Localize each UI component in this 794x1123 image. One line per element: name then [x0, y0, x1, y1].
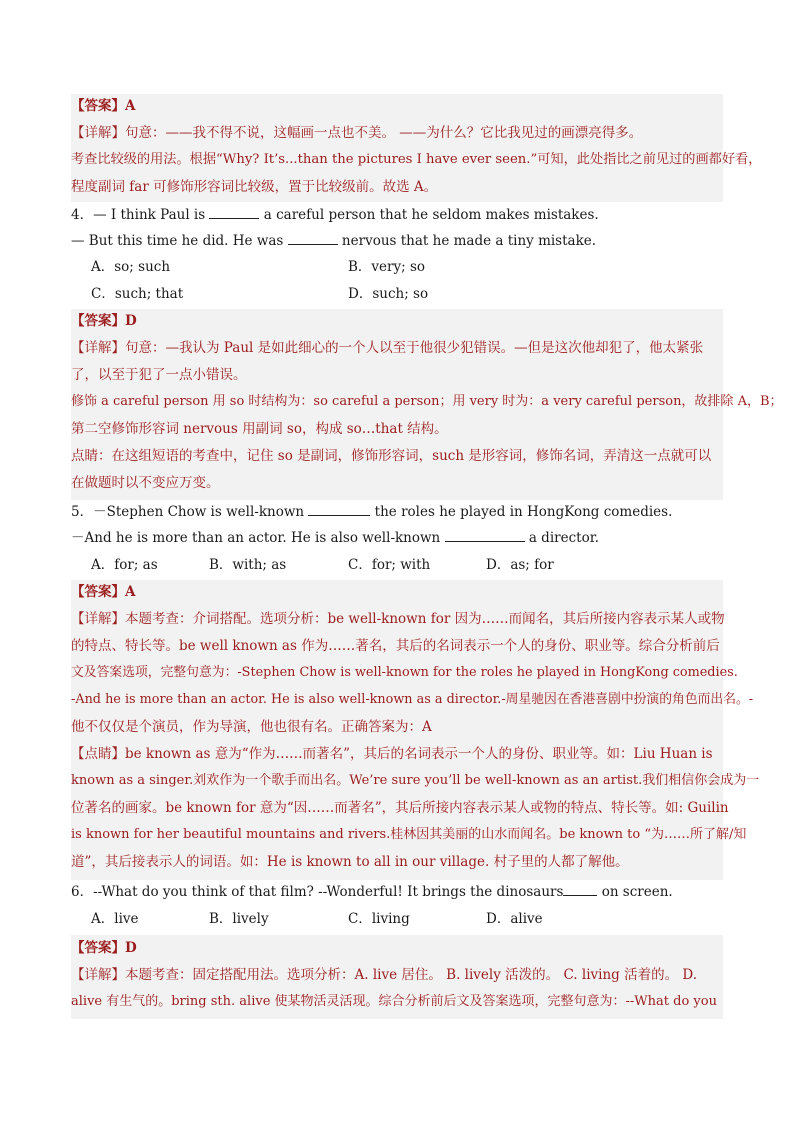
explanation-block-q4: [71, 309, 783, 500]
option-b: B．very; so: [348, 259, 426, 275]
detail-line: is known for her beautiful mountains and rivers.桂林因其美丽的山水而闻名。be known to “为……所了解/知: [71, 827, 747, 842]
detail-line: 他不仅仅是个演员，作为导演，他也很有名。正确答案为：A: [71, 719, 432, 735]
option-b: B．lively: [209, 911, 269, 927]
option-c: C．for; with: [348, 557, 431, 573]
answer-label: 【答案】D: [71, 313, 137, 329]
detail-line: 【详解】本题考查：介词搭配。选项分析：be well-known for 因为……而闻名，其后所接内容表示某人或物: [71, 611, 725, 627]
question-6: [71, 880, 723, 935]
blank-line: [445, 529, 525, 542]
option-d: D．alive: [486, 911, 543, 927]
answer-label: 【答案】A: [71, 584, 136, 600]
option-b: B．with; as: [209, 557, 287, 573]
detail-line: 道”，其后接表示人的词语。如：He is known to all in our village. 村子里的人都了解他。: [71, 854, 629, 870]
detail-line: 【点睛】be known as 意为“作为……而著名”，其后的名词表示一个人的身份、职业等。如：Liu Huan is: [71, 746, 713, 762]
detail-line: 的特点、特长等。be well known as 作为……著名，其后的名词表示一个人的身份、职业等。综合分析前后: [71, 638, 720, 654]
question-line: — But this time he did. He was nervous that he made a tiny mistake.: [71, 233, 597, 249]
option-c: C．such; that: [91, 286, 184, 302]
blank-line: [563, 883, 597, 896]
blank-line: [288, 232, 338, 245]
blank-line: [308, 503, 370, 516]
detail-line: 了，以至于犯了一点小错误。: [71, 367, 247, 383]
detail-line: 程度副词 far 可修饰形容词比较级，置于比较级前。故选 A。: [71, 179, 438, 195]
explanation-block-q3: [71, 94, 762, 202]
answer-label: 【答案】D: [71, 940, 137, 956]
question-line: 4．— I think Paul is a careful person that he seldom makes mistakes.: [71, 207, 599, 223]
detail-line: 修饰 a careful person 用 so 时结构为：so careful a person；用 very 时为：a very careful person，故排除 A，B；: [71, 394, 783, 409]
option-a: A．so; such: [91, 259, 171, 275]
question-4: [71, 202, 723, 310]
detail-line: 文及答案选项，完整句意为：-Stephen Chow is well-known for the roles he played in HongKong comedies.: [71, 665, 738, 680]
answer-label: 【答案】A: [71, 98, 136, 114]
detail-line: 【详解】句意：——我不得不说，这幅画一点也不美。 ——为什么？它比我见过的画漂亮得多。: [71, 125, 643, 141]
option-a: A．live: [91, 911, 139, 927]
detail-line: 在做题时以不变应万变。: [71, 475, 220, 491]
option-d: D．as; for: [486, 557, 554, 573]
question-5: [71, 500, 723, 580]
question-line: 5．－Stephen Chow is well-known the roles he played in HongKong comedies.: [71, 504, 673, 520]
detail-line: alive 有生气的。bring sth. alive 使某物活灵活现。综合分析前后文及答案选项，完整句意为：--What do you: [71, 994, 717, 1009]
question-line: －And he is more than an actor. He is also well-known a director.: [71, 530, 599, 546]
detail-line: 考查比较级的用法。根据“Why? It’s...than the pictures I have ever seen.”可知，此处指比之前见过的画都好看，: [71, 152, 762, 167]
blank-line: [209, 206, 259, 219]
question-line: 6．--What do you think of that film? --Wonderful! It brings the dinosaurs on screen.: [71, 884, 673, 900]
detail-line: -And he is more than an actor. He is also well-known as a director.-周星驰因在香港喜剧中扮演的角色而出名。-: [71, 692, 754, 707]
detail-line: 点睛：在这组短语的考查中，记住 so 是副词，修饰形容词，such 是形容词，修饰名词，弄清这一点就可以: [71, 448, 712, 464]
detail-line: known as a singer.刘欢作为一个歌手而出名。We’re sure you’ll be well-known as an artist.我们相信你会成为一: [71, 773, 760, 788]
detail-line: 【详解】本题考查：固定搭配用法。选项分析：A. live 居住。 B. lively 活泼的。 C. living 活着的。 D.: [71, 967, 698, 983]
detail-line: 【详解】句意：—我认为 Paul 是如此细心的一个人以至于他很少犯错误。—但是这次他却犯了，他太紧张: [71, 340, 704, 356]
option-c: C．living: [348, 911, 410, 927]
explanation-block-q5: [71, 580, 760, 880]
option-d: D．such; so: [348, 286, 429, 302]
detail-line: 位著名的画家。be known for 意为“因……而著名”，其后所接内容表示某人或物的特点、特长等。如: Guilin: [71, 800, 729, 816]
option-a: A．for; as: [91, 557, 158, 573]
explanation-block-q6: [71, 935, 723, 1019]
detail-line: 第二空修饰形容词 nervous 用副词 so，构成 so…that 结构。: [71, 421, 448, 437]
